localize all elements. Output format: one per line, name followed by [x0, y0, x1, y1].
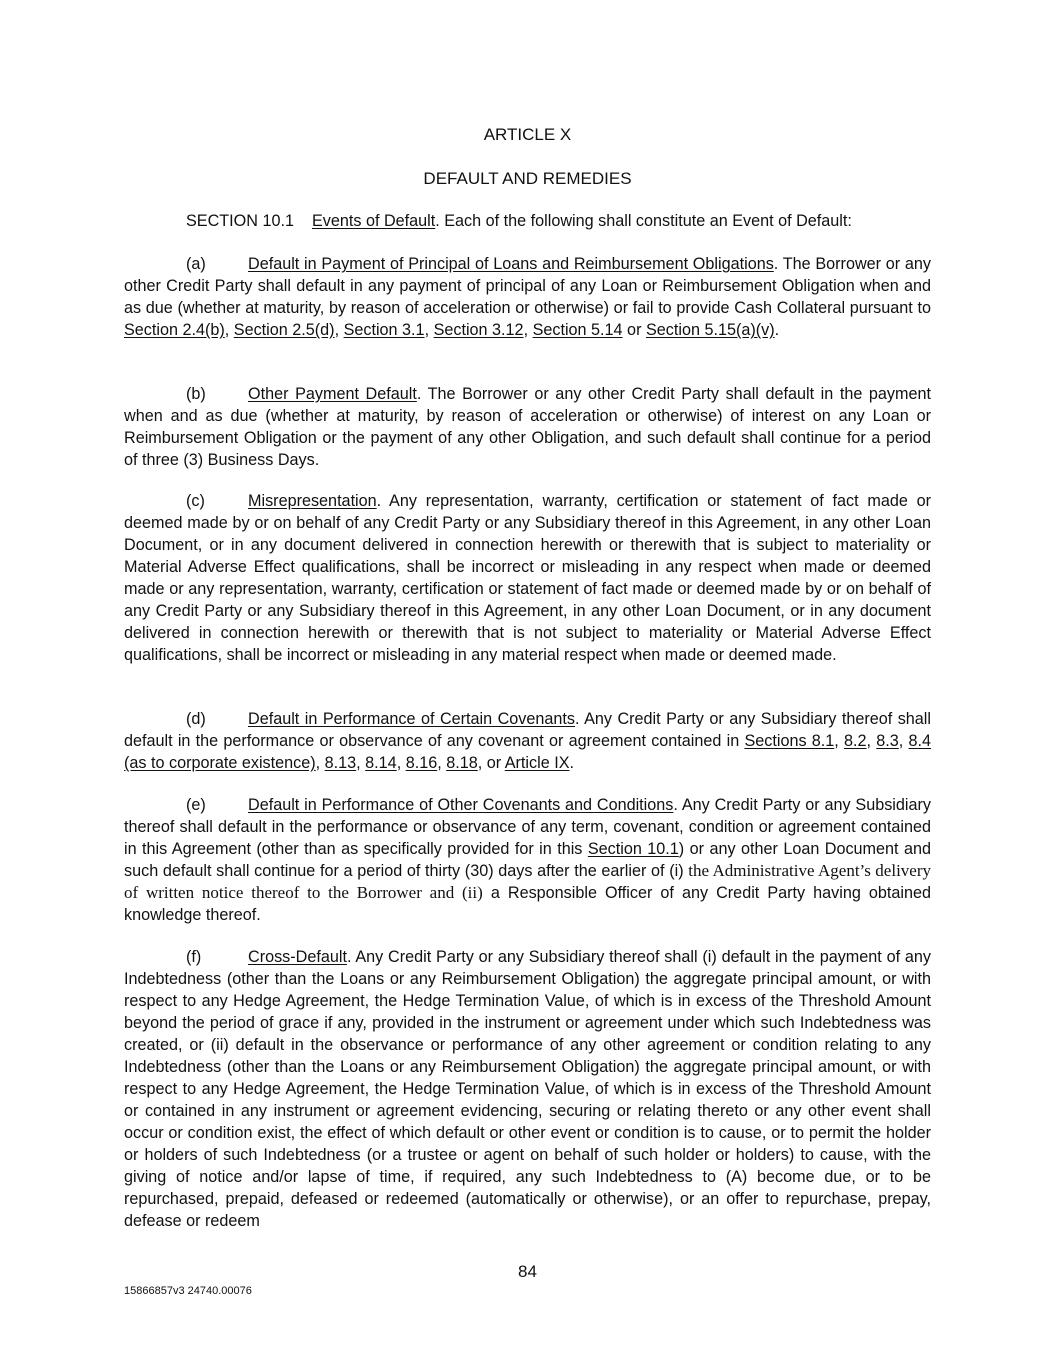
paragraph-label: (f) — [186, 948, 202, 966]
section-text: . Each of the following shall constitute an Event of Default: — [435, 212, 852, 230]
paragraph-label: (e) — [186, 796, 206, 814]
section-ref-link[interactable]: 8.16 — [405, 754, 438, 772]
paragraph-title: Other Payment Default — [248, 385, 417, 403]
section-ref-link[interactable]: 8.14 — [365, 754, 397, 772]
separator: . — [774, 321, 780, 339]
separator: , — [356, 754, 366, 772]
separator: , or — [477, 754, 505, 772]
section-ref-link[interactable]: Sections 8.1 — [744, 732, 835, 750]
paragraph-d — [124, 708, 931, 774]
paragraph-title: Default in Performance of Other Covenants and Conditions — [248, 796, 674, 814]
paragraph-text: . Any representation, warranty, certification or statement of fact made or deemed made by or on behalf of any Credit Party or any Subsidiary thereof in this Agreement, in any other Loan Document, or in any document delivered in connection herewith or therewith that is subject to materiality or Material Adverse Effect qualifications, shall be incorrect or misleading in any respect when made or deemed made or any representation, warranty, certification or statement of fact made or deemed made by or on behalf of any Credit Party or any Subsidiary thereof in this Agreement, in any other Loan Document, or in any document delivered in connection herewith or therewith that is not subject to materiality or Material Adverse Effect qualifications, shall be incorrect or misleading in any material respect when made or deemed made. — [124, 492, 931, 664]
separator: , — [866, 732, 877, 750]
separator: , — [315, 754, 325, 772]
separator: , — [898, 732, 909, 750]
section-ref-link[interactable]: Section 5.14 — [532, 321, 623, 339]
separator: . — [569, 754, 574, 772]
section-10-1 — [124, 210, 931, 232]
paragraph-text-serif: the Administrative Agent’s delivery of written notice thereof to the Borrower and (ii) — [124, 861, 931, 902]
separator: , — [224, 321, 234, 339]
paragraph-title: Default in Payment of Principal of Loans and Reimbursement Obligations — [248, 255, 774, 273]
section-ref-link[interactable]: Section 3.12 — [433, 321, 524, 339]
section-ref-link[interactable]: 8.4 (as to corporate existence) — [124, 732, 932, 772]
article-title: ARTICLE X — [483, 125, 572, 144]
separator: , — [437, 754, 447, 772]
document-id: 15866857v3 24740.00076 — [124, 1285, 252, 1297]
paragraph-title: Default in Performance of Certain Covenants — [248, 710, 575, 728]
paragraph-text: . Any Credit Party or any Subsidiary thereof shall default in the performance or observance of any term, covenant, condition or agreement contained in this Agreement (other than as specifically provided for in this — [124, 796, 931, 858]
separator: or — [622, 321, 646, 339]
paragraph-a — [124, 253, 931, 341]
section-ref-link[interactable]: 8.2 — [844, 732, 867, 750]
separator: , — [834, 732, 845, 750]
paragraph-text: . The Borrower or any other Credit Party shall default in the payment when and as due (whether at maturity, by reason of acceleration or otherwise) of interest on any Loan or Reimbursement Obligation or the payment of any other Obligation, and such default shall continue for a period of three (3) Business Days. — [124, 385, 931, 469]
paragraph-label: (a) — [186, 255, 206, 273]
paragraph-text: a Responsible Officer of any Credit Party having obtained knowledge thereof. — [124, 884, 931, 924]
paragraph-label: (c) — [186, 492, 205, 510]
paragraph-text: . The Borrower or any other Credit Party shall default in any payment of principal of any Loan or Reimbursement Obligation when and as due (whether at maturity, by reason of acceleration or otherwise) or fail to provide Cash Collateral pursuant to — [124, 255, 931, 317]
section-ref-link[interactable]: 8.3 — [876, 732, 899, 750]
section-ref-link[interactable]: 8.13 — [324, 754, 357, 772]
paragraph-title: Cross-Default — [248, 948, 347, 966]
paragraph-text: . Any Credit Party or any Subsidiary thereof shall (i) default in the payment of any Indebtedness (other than the Loans or any Reimbursement Obligation) the aggregate principal amount, or with respect to any Hedge Agreement, the Hedge Termination Value, of which is in excess of the Threshold Amount beyond the period of grace if any, provided in the instrument or agreement under which such Indebtedness was created, or (ii) default in the observance or performance of any other agreement or condition relating to any Indebtedness (other than the Loans or any Reimbursement Obligation) the aggregate principal amount, or with respect to any Hedge Agreement, the Hedge Termination Value, of which is in excess of the Threshold Amount or contained in any instrument or agreement evidencing, securing or relating thereto or any other event shall occur or condition exist, the effect of which default or other event or condition is to cause, or to permit the holder or holders of such Indebtedness (or a trustee or agent on behalf of such holder or holders) to cause, with the giving of notice and/or lapse of time, if required, any such Indebtedness to (A) become due, or to be repurchased, prepaid, defeased or redeemed (automatically or otherwise), or an offer to repurchase, prepay, defease or redeem — [124, 948, 931, 1230]
section-ref-link[interactable]: Section 3.1 — [343, 321, 425, 339]
paragraph-label: (b) — [186, 385, 206, 403]
section-ref-link[interactable]: 8.18 — [446, 754, 478, 772]
section-number: SECTION 10.1 — [186, 212, 294, 230]
article-heading: DEFAULT AND REMEDIES — [423, 169, 632, 188]
article-ref-link[interactable]: Article IX — [504, 754, 570, 772]
paragraph-b — [124, 383, 931, 471]
section-ref-link[interactable]: Section 2.4(b) — [124, 321, 225, 339]
separator: , — [334, 321, 344, 339]
section-ref-link[interactable]: Section 10.1 — [587, 840, 679, 858]
separator: , — [396, 754, 406, 772]
section-title: Events of Default — [311, 212, 436, 230]
paragraph-f — [124, 946, 931, 1232]
paragraph-text: . Any Credit Party or any Subsidiary thereof shall default in the performance or observance of any covenant or agreement contained in — [124, 710, 931, 750]
section-ref-link[interactable]: Section 5.15(a)(v) — [645, 321, 775, 339]
paragraph-c — [124, 490, 931, 666]
paragraph-label: (d) — [186, 710, 206, 728]
paragraph-e — [124, 794, 931, 926]
paragraph-text: ) or any other Loan Document and such default shall continue for a period of thirty (30) days after the earlier of (i) — [124, 840, 931, 880]
separator: , — [424, 321, 434, 339]
paragraph-title: Misrepresentation — [248, 492, 377, 510]
section-ref-link[interactable]: Section 2.5(d) — [233, 321, 335, 339]
separator: , — [523, 321, 533, 339]
page-number: 84 — [518, 1262, 537, 1281]
